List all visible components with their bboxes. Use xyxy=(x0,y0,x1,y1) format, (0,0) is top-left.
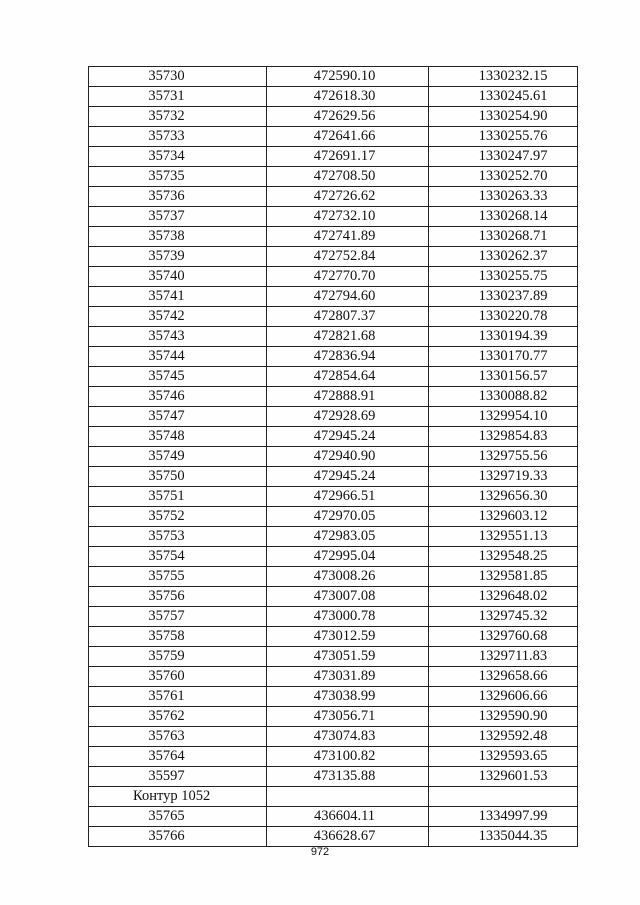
x-coordinate-cell: 473051.59 xyxy=(267,647,429,667)
y-coordinate-cell: 1329601.53 xyxy=(429,767,578,787)
point-number-cell: 35736 xyxy=(89,187,267,207)
y-coordinate-cell: 1330268.14 xyxy=(429,207,578,227)
x-coordinate-cell: 473056.71 xyxy=(267,707,429,727)
x-coordinate-cell: 436604.11 xyxy=(267,807,429,827)
table-row xyxy=(89,167,578,187)
y-coordinate-cell: 1330237.89 xyxy=(429,287,578,307)
table-row xyxy=(89,567,578,587)
point-number-cell: 35743 xyxy=(89,327,267,347)
x-coordinate-cell: 472821.68 xyxy=(267,327,429,347)
point-number-cell: 35750 xyxy=(89,467,267,487)
y-coordinate-cell: 1330220.78 xyxy=(429,307,578,327)
y-coordinate-cell: 1329711.83 xyxy=(429,647,578,667)
y-coordinate-cell: 1329954.10 xyxy=(429,407,578,427)
x-coordinate-cell: 473135.88 xyxy=(267,767,429,787)
table-row xyxy=(89,607,578,627)
x-coordinate-cell: 472708.50 xyxy=(267,167,429,187)
x-coordinate-cell: 473074.83 xyxy=(267,727,429,747)
x-coordinate-cell: 472945.24 xyxy=(267,427,429,447)
point-number-cell: 35764 xyxy=(89,747,267,767)
table-row xyxy=(89,327,578,347)
x-coordinate-cell: 472888.91 xyxy=(267,387,429,407)
x-coordinate-cell: 473008.26 xyxy=(267,567,429,587)
table-row xyxy=(89,807,578,827)
point-number-cell: 35730 xyxy=(89,67,267,87)
table-row xyxy=(89,307,578,327)
point-number-cell: 35759 xyxy=(89,647,267,667)
table-row xyxy=(89,267,578,287)
coordinates-table xyxy=(88,66,578,847)
table-row xyxy=(89,587,578,607)
x-coordinate-cell: 472807.37 xyxy=(267,307,429,327)
x-coordinate-cell: 473031.89 xyxy=(267,667,429,687)
point-number-cell: 35732 xyxy=(89,107,267,127)
y-coordinate-cell: 1330245.61 xyxy=(429,87,578,107)
x-coordinate-cell: 472618.30 xyxy=(267,87,429,107)
x-coordinate-cell: 473100.82 xyxy=(267,747,429,767)
point-number-cell: 35757 xyxy=(89,607,267,627)
y-coordinate-cell: 1330263.33 xyxy=(429,187,578,207)
table-row xyxy=(89,407,578,427)
table-row xyxy=(89,507,578,527)
table-row xyxy=(89,427,578,447)
point-number-cell: 35748 xyxy=(89,427,267,447)
y-coordinate-cell: 1329755.56 xyxy=(429,447,578,467)
table-row xyxy=(89,667,578,687)
y-coordinate-cell: 1330156.57 xyxy=(429,367,578,387)
table-row xyxy=(89,707,578,727)
table-row xyxy=(89,487,578,507)
point-number-cell: 35753 xyxy=(89,527,267,547)
point-number-cell: 35738 xyxy=(89,227,267,247)
y-coordinate-cell: 1329760.68 xyxy=(429,627,578,647)
table-row xyxy=(89,387,578,407)
y-coordinate-cell: 1330247.97 xyxy=(429,147,578,167)
x-coordinate-cell: 472794.60 xyxy=(267,287,429,307)
table-row xyxy=(89,67,578,87)
table-row xyxy=(89,627,578,647)
table-row xyxy=(89,107,578,127)
y-coordinate-cell: 1329745.32 xyxy=(429,607,578,627)
table-row xyxy=(89,827,578,847)
table-row xyxy=(89,547,578,567)
table-row xyxy=(89,467,578,487)
table-row xyxy=(89,347,578,367)
y-coordinate-cell: 1329548.25 xyxy=(429,547,578,567)
contour-label-cell: Контур 1052 xyxy=(89,787,267,807)
table-row xyxy=(89,127,578,147)
x-coordinate-cell: 472691.17 xyxy=(267,147,429,167)
x-coordinate-cell: 472629.56 xyxy=(267,107,429,127)
table-row xyxy=(89,147,578,167)
x-coordinate-cell: 472590.10 xyxy=(267,67,429,87)
x-coordinate-cell: 472970.05 xyxy=(267,507,429,527)
y-coordinate-cell: 1329593.65 xyxy=(429,747,578,767)
point-number-cell: 35741 xyxy=(89,287,267,307)
x-coordinate-cell: 436628.67 xyxy=(267,827,429,847)
table-row xyxy=(89,787,578,807)
x-coordinate-cell: 473038.99 xyxy=(267,687,429,707)
point-number-cell: 35763 xyxy=(89,727,267,747)
point-number-cell: 35735 xyxy=(89,167,267,187)
y-coordinate-cell: 1330254.90 xyxy=(429,107,578,127)
table-row xyxy=(89,527,578,547)
table-row xyxy=(89,287,578,307)
x-coordinate-cell: 472726.62 xyxy=(267,187,429,207)
y-coordinate-cell: 1329854.83 xyxy=(429,427,578,447)
point-number-cell: 35597 xyxy=(89,767,267,787)
point-number-cell: 35756 xyxy=(89,587,267,607)
y-coordinate-cell: 1330088.82 xyxy=(429,387,578,407)
y-coordinate-cell: 1329551.13 xyxy=(429,527,578,547)
point-number-cell: 35747 xyxy=(89,407,267,427)
point-number-cell: 35760 xyxy=(89,667,267,687)
point-number-cell: 35739 xyxy=(89,247,267,267)
x-coordinate-cell: 472836.94 xyxy=(267,347,429,367)
point-number-cell: 35746 xyxy=(89,387,267,407)
y-coordinate-cell: 1330262.37 xyxy=(429,247,578,267)
x-coordinate-cell: 472995.04 xyxy=(267,547,429,567)
table-row xyxy=(89,247,578,267)
point-number-cell: 35731 xyxy=(89,87,267,107)
page-number: 972 xyxy=(310,846,330,858)
x-coordinate-cell: 473007.08 xyxy=(267,587,429,607)
x-coordinate-cell: 472940.90 xyxy=(267,447,429,467)
x-coordinate-cell: 472641.66 xyxy=(267,127,429,147)
point-number-cell: 35761 xyxy=(89,687,267,707)
y-coordinate-cell: 1330268.71 xyxy=(429,227,578,247)
table-row xyxy=(89,187,578,207)
x-coordinate-cell: 472945.24 xyxy=(267,467,429,487)
point-number-cell: 35737 xyxy=(89,207,267,227)
y-coordinate-cell: 1329719.33 xyxy=(429,467,578,487)
point-number-cell: 35749 xyxy=(89,447,267,467)
point-number-cell: 35762 xyxy=(89,707,267,727)
y-coordinate-cell: 1329603.12 xyxy=(429,507,578,527)
point-number-cell: 35734 xyxy=(89,147,267,167)
table-row xyxy=(89,87,578,107)
table-row xyxy=(89,207,578,227)
table-row xyxy=(89,727,578,747)
coordinates-table-body xyxy=(89,67,578,847)
point-number-cell: 35742 xyxy=(89,307,267,327)
y-coordinate-cell: 1329581.85 xyxy=(429,567,578,587)
x-coordinate-cell: 472741.89 xyxy=(267,227,429,247)
y-coordinate-cell: 1330194.39 xyxy=(429,327,578,347)
point-number-cell: 35752 xyxy=(89,507,267,527)
x-coordinate-cell: 472966.51 xyxy=(267,487,429,507)
x-coordinate-cell: 472854.64 xyxy=(267,367,429,387)
table-row xyxy=(89,227,578,247)
table-row xyxy=(89,447,578,467)
y-coordinate-cell: 1329658.66 xyxy=(429,667,578,687)
x-coordinate-cell: 473000.78 xyxy=(267,607,429,627)
y-coordinate-cell: 1330170.77 xyxy=(429,347,578,367)
y-coordinate-cell: 1329656.30 xyxy=(429,487,578,507)
y-coordinate-cell: 1330252.70 xyxy=(429,167,578,187)
point-number-cell: 35733 xyxy=(89,127,267,147)
y-coordinate-cell: 1330232.15 xyxy=(429,67,578,87)
point-number-cell: 35755 xyxy=(89,567,267,587)
table-row xyxy=(89,767,578,787)
y-coordinate-cell: 1330255.75 xyxy=(429,267,578,287)
point-number-cell: 35766 xyxy=(89,827,267,847)
x-coordinate-cell: 472752.84 xyxy=(267,247,429,267)
table-row xyxy=(89,747,578,767)
x-coordinate-cell: 472732.10 xyxy=(267,207,429,227)
x-coordinate-cell: 473012.59 xyxy=(267,627,429,647)
table-row xyxy=(89,367,578,387)
y-coordinate-cell: 1330255.76 xyxy=(429,127,578,147)
x-coordinate-cell: 472928.69 xyxy=(267,407,429,427)
point-number-cell: 35754 xyxy=(89,547,267,567)
point-number-cell: 35744 xyxy=(89,347,267,367)
point-number-cell: 35745 xyxy=(89,367,267,387)
y-coordinate-cell: 1329606.66 xyxy=(429,687,578,707)
y-coordinate-cell: 1334997.99 xyxy=(429,807,578,827)
point-number-cell: 35758 xyxy=(89,627,267,647)
table-row xyxy=(89,687,578,707)
y-coordinate-cell: 1335044.35 xyxy=(429,827,578,847)
point-number-cell: 35765 xyxy=(89,807,267,827)
y-coordinate-cell: 1329648.02 xyxy=(429,587,578,607)
x-coordinate-cell xyxy=(267,787,429,807)
y-coordinate-cell: 1329590.90 xyxy=(429,707,578,727)
y-coordinate-cell: 1329592.48 xyxy=(429,727,578,747)
point-number-cell: 35740 xyxy=(89,267,267,287)
x-coordinate-cell: 472770.70 xyxy=(267,267,429,287)
y-coordinate-cell xyxy=(429,787,578,807)
point-number-cell: 35751 xyxy=(89,487,267,507)
table-row xyxy=(89,647,578,667)
x-coordinate-cell: 472983.05 xyxy=(267,527,429,547)
